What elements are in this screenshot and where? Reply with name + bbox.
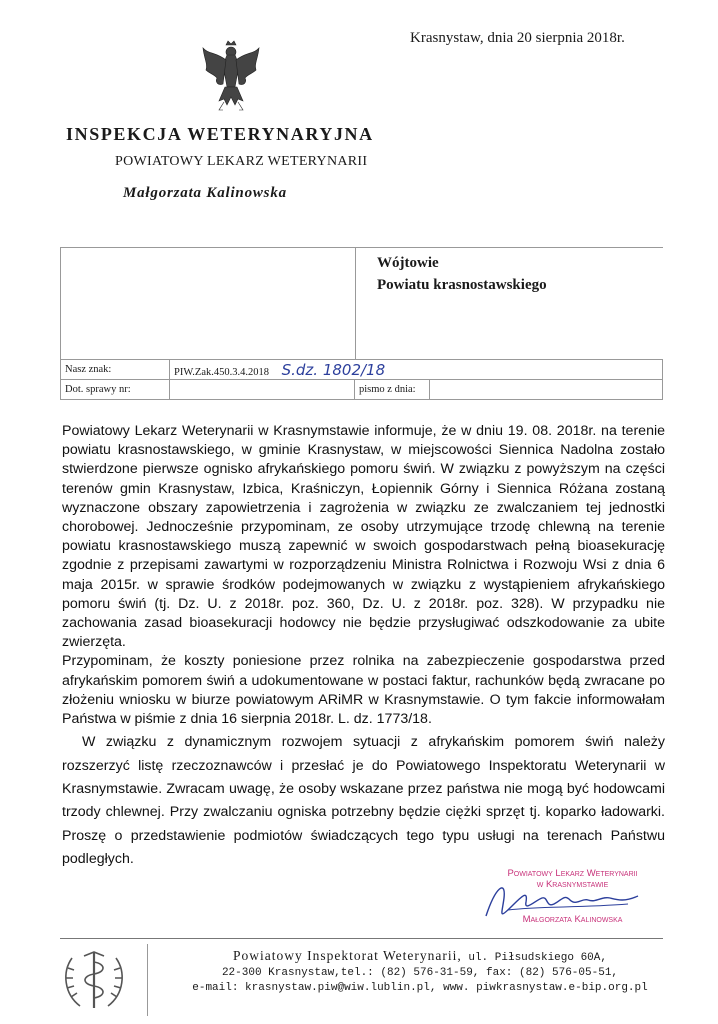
body-paragraph-1: Powiatowy Lekarz Weterynarii w Krasnymstawie informuje, że w dniu 19. 08. 2018r. na terenie powiatu krasnostawskiego, w gminie Krasnystaw, w miejscowości Siennica Nadolna zostało stwierdzone pierwsze ognisko afrykańskiego pomoru świń. W związku z powyższym na części terenów gmin Krasnystaw, Izbica, Kraśniczyn, Łopiennik Górny i Siennica Różana zostaną wyznaczone obszary zapowietrzenia i zagrożenia w związku ze zwalczaniem tej jednostki chorobowej. Jednocześnie przypominam, ze osoby utrzymujące trzodę chlewną na terenie powiatu krasnostawskiego muszą zapewnić w swoich gospodarstwach pełną bioasekurację zgodnie z przepisami zawartymi w rozporządzeniu Ministra Rolnictwa i Rozwoju Wsi z dnia 6 maja 2015r. w sprawie środków podejmowanych w związku z wystąpieniem afrykańskiego pomoru świń (tj. Dz. U. z 2018r. poz. 360, Dz. U. z 2018r. poz. 328). W przypadku nie zachowania zasad bioasekuracji hodowcy nie będzie przysługiwać odszkodowanie za ubite zwierzęta. (62, 423, 665, 651)
letter-body (62, 422, 665, 872)
stamp-line3: Małgorzata Kalinowska (522, 914, 623, 925)
footer-contact-line: 22-300 Krasnystaw,tel.: (82) 576-31-59, fax: (82) 576-05-51, (221, 967, 619, 979)
our-ref-value: PIW.Zak.450.3.4.2018 (174, 366, 269, 378)
case-no-label: Dot. sprawy nr: (61, 380, 170, 400)
recipient-line1: Wójtowie (377, 255, 439, 271)
table-row (61, 360, 663, 380)
our-ref-label: Nasz znak: (61, 360, 170, 380)
eagle-emblem-icon (200, 40, 262, 116)
footer-divider (60, 938, 663, 939)
body-paragraph-3: W związku z dynamicznym rozwojem sytuacji z afrykańskim pomorem świń należy rozszerzyć listę rzeczoznawców i przesłać je do Powiatowego Inspektoratu Weterynarii w Krasnymstawie. Zwracam uwagę, że osoby wskazane przez państwa nie mogą być hodowcami trzody chlewnej. Przy zwalczaniu ogniska potrzebny będzie ciężki sprzęt tj. koparko ładowarki. Proszę o przedstawienie podmiotów świadczących tego typu usługi na terenach Państwu podległych. (62, 734, 665, 868)
body-paragraph-2: Przypominam, że koszty poniesione przez rolnika na zabezpieczenie gospodarstwa przed afrykańskim pomorem świń a udokumentowane w postaci faktur, rachunków będą zwracane po złożeniu wniosku w biurze powiatowym ARiMR w Krasnymstawie. O tym fakcie informowałam Państwa w piśmie z dnia 16 sierpnia 2018r. L. dz. 1773/18. (62, 653, 665, 728)
veterinary-caduceus-logo-icon (58, 944, 130, 1016)
place-date: Krasnystaw, dnia 20 sierpnia 2018r. (410, 30, 625, 46)
office-subtitle: POWIATOWY LEKARZ WETERYNARII (115, 154, 368, 169)
letter-date-label: pismo z dnia: (355, 380, 430, 400)
footer-street: ul. Piłsudskiego 60A, (468, 952, 607, 964)
recipient-line2: Powiatu krasnostawskiego (377, 277, 547, 293)
officer-name: Małgorzata Kalinowska (123, 185, 287, 201)
address-box-divider (60, 247, 61, 359)
stamp-line1: Powiatowy Lekarz Weterynarii (507, 868, 638, 879)
case-no-value (170, 380, 355, 400)
footer-email-www: e-mail: krasnystaw.piw@wiw.lublin.pl, www. piwkrasnystaw.e-bip.org.pl (192, 982, 648, 994)
handwritten-number: S.dz. 1802/18 (281, 360, 386, 379)
stamp-line2: w Krasnymstawie (536, 879, 609, 890)
address-box-divider (355, 247, 356, 359)
reference-table (60, 359, 663, 400)
address-box-divider (60, 247, 663, 248)
handwritten-signature (478, 876, 658, 926)
footer-address (165, 948, 675, 996)
organization-title: INSPEKCJA WETERYNARYJNA (66, 124, 374, 144)
table-row (61, 380, 663, 400)
letter-date-value (430, 380, 663, 400)
footer-institution: Powiatowy Inspektorat Weterynarii, (233, 948, 462, 963)
our-ref-cell (170, 360, 663, 380)
recipient-block (377, 252, 547, 296)
footer-separator (147, 944, 148, 1016)
